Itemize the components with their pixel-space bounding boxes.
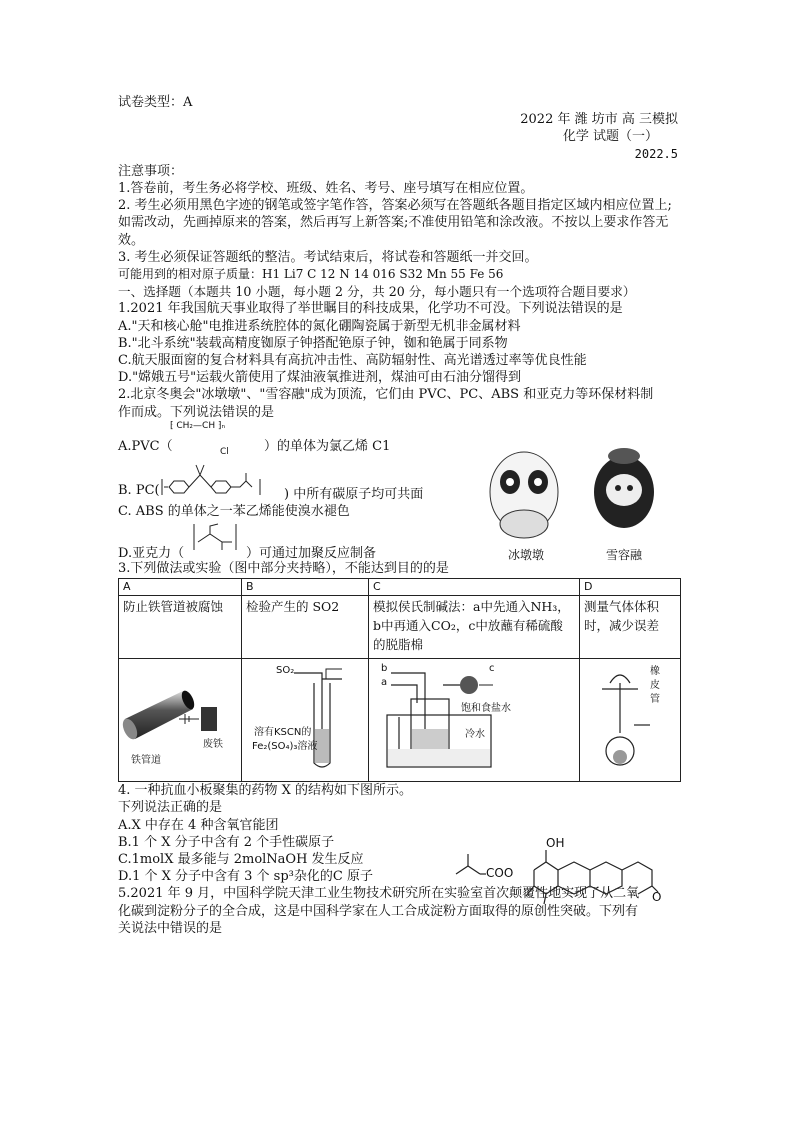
q2-stem: 2.北京冬奥会"冰墩墩"、"雪容融"成为顶流，它们由 PVC、PC、ABS 和亚克力等环保材料制 (118, 387, 654, 403)
q3-options-table (118, 578, 681, 782)
q2-option-b: B. PC( ) 中所有碳原子均可共面 (118, 461, 678, 503)
q3-figure-d (580, 659, 681, 782)
q3-figure-b (242, 659, 369, 782)
fig-a-scrap-label: 废铁 (203, 739, 223, 751)
q3-cell-d: 测量气体体积时，减少误差 (580, 596, 681, 659)
q3-cell-b: 检验产生的 SO2 (242, 596, 369, 659)
q3-figure-c (369, 659, 580, 782)
q2-option-c: C. ABS 的单体之一苯乙烯能使溴水褪色 (118, 503, 350, 519)
q3-stem: 3.下列做法或实验（图中部分夹持略），不能达到目的的是 (118, 561, 449, 577)
fig-b-solution-label: 溶有KSCN的 (254, 727, 312, 739)
so2-test-figure (242, 659, 360, 779)
q5-stem: 5.2021 年 9 月，中国科学院天津工业生物技术研究所在实验室首次颠覆性地实现了从二氧 (118, 886, 640, 902)
q1-stem: 1.2021 年我国航天事业取得了举世瞩目的科技成果，化学功不可没。下列说法错误的是 (118, 301, 623, 317)
fig-c-cold-label: 冷水 (465, 729, 485, 741)
notice-item: 2. 考生必须用黑色字迹的钢笔或签字笔作答，答案必须写在答题纸各题目指定区域内相应位置上;如需改动，先画掉原来的答案，然后再写上新答案;不准使用铅笔和涂改液。不按以上要求作答无效。 (118, 198, 672, 248)
q2-stem: 作而成。下列说法错误的是 (118, 404, 275, 420)
section-heading: 一、选择题（本题共 10 小题，每小题 2 分，共 20 分，每小题只有一个选项符合题目要求） (118, 284, 636, 300)
notice-item: 1.答卷前，考生务必将学校、班级、姓名、考号、座号填写在相应位置。 (118, 181, 534, 197)
mascot-illustration (474, 434, 674, 564)
fig-b-gas-label: SO₂ (276, 665, 295, 677)
q4-option-a: A.X 中存在 4 种含氧官能团 (118, 817, 279, 833)
q4-stem: 4. 一种抗血小板聚集的药物 X 的结构如下图所示。 (118, 783, 413, 799)
fig-b-solution-label: Fe₂(SO₄)₃溶液 (252, 741, 318, 753)
q3-cell-c: 模拟侯氏制碱法：a中先通入NH₃，b中再通入CO₂，c中放蘸有稀硫酸的脱脂棉 (369, 596, 580, 659)
oh-label: OH (546, 836, 565, 850)
q4-option-b: B.1 个 X 分子中含有 2 个手性碳原子 (118, 834, 335, 850)
q3-header-a: A (119, 579, 242, 596)
fig-c-brine-label: 饱和食盐水 (461, 703, 511, 715)
q4-option-c: C.1molX 最多能与 2molNaOH 发生反应 (118, 852, 364, 868)
hou-process-figure (369, 659, 579, 779)
subject-title: 化学 试题（一） (562, 129, 658, 145)
fig-c-label-b: b (381, 663, 388, 675)
q4-option-d: D.1 个 X 分子中含有 3 个 sp³杂化的C 原子 (118, 869, 373, 885)
q3-header-b: B (242, 579, 369, 596)
pc-structure (160, 461, 282, 501)
mascot-figure (474, 434, 674, 544)
notice-heading: 注意事项： (118, 163, 184, 179)
q4-stem: 下列说法正确的是 (118, 800, 223, 816)
q2-option-d: D.亚克力（ ）可通过加聚反应制备 (118, 520, 678, 560)
q3-header-d: D (580, 579, 681, 596)
ester-label: COO (486, 866, 514, 880)
drug-x-structure (452, 830, 664, 916)
carbonyl-o-label: O (652, 890, 662, 904)
q1-option-b: B."北斗系统"装载高精度铷原子钟搭配铯原子钟，铷和铯属于同系物 (118, 335, 508, 351)
exam-date: 2022.5 (634, 146, 678, 161)
q3-cell-a: 防止铁管道被腐蚀 (119, 596, 242, 659)
mascot1-label: 冰墩墩 (508, 548, 545, 562)
q5-stem: 关说法中错误的是 (118, 920, 223, 936)
atomic-mass-line: 可能用到的相对原子质量：H1 Li7 C 12 N 14 016 S32 Mn 55 Fe 56 (118, 267, 504, 282)
exam-title: 2022 年 潍 坊市 高 三模拟 (520, 112, 678, 128)
fig-a-pipe-label: 铁管道 (131, 755, 161, 767)
q2-option-a: ⁅ CH₂—CH ⁆ₙ Cl A.PVC（ ）的单体为氯乙烯 C1 (118, 420, 391, 457)
paper-type: 试卷类型：A (118, 95, 193, 110)
q1-option-c: C.航天服面窗的复合材料具有高抗冲击性、高防辐射性、高光谱透过率等优良性能 (118, 353, 587, 369)
q1-option-d: D."嫦娥五号"运载火箭使用了煤油液氧推进剂，煤油可由石油分馏得到 (118, 370, 522, 386)
q3-header-c: C (369, 579, 580, 596)
fig-c-label-a: a (381, 677, 388, 689)
pmma-structure (188, 520, 242, 554)
notice-item: 3. 考生必须保证答题纸的整洁。考试结束后，将试卷和答题纸一并交回。 (118, 249, 538, 265)
q3-figure-a (119, 659, 242, 782)
pvc-formula-cl: Cl (220, 446, 229, 457)
fig-d-rubber-label: 橡皮管 (650, 666, 660, 706)
q5-stem: 化碳到淀粉分子的全合成，这是中国科学家在人工合成淀粉方面取得的原创性突破。下列有 (118, 903, 639, 919)
q1-option-a: A."天和核心舱"电推进系统腔体的氮化硼陶瓷属于新型无机非金属材料 (118, 318, 521, 334)
pvc-formula: ⁅ CH₂—CH ⁆ₙ (170, 420, 226, 431)
mascot2-label: 雪容融 (606, 548, 643, 562)
fig-c-label-c: c (489, 663, 495, 675)
